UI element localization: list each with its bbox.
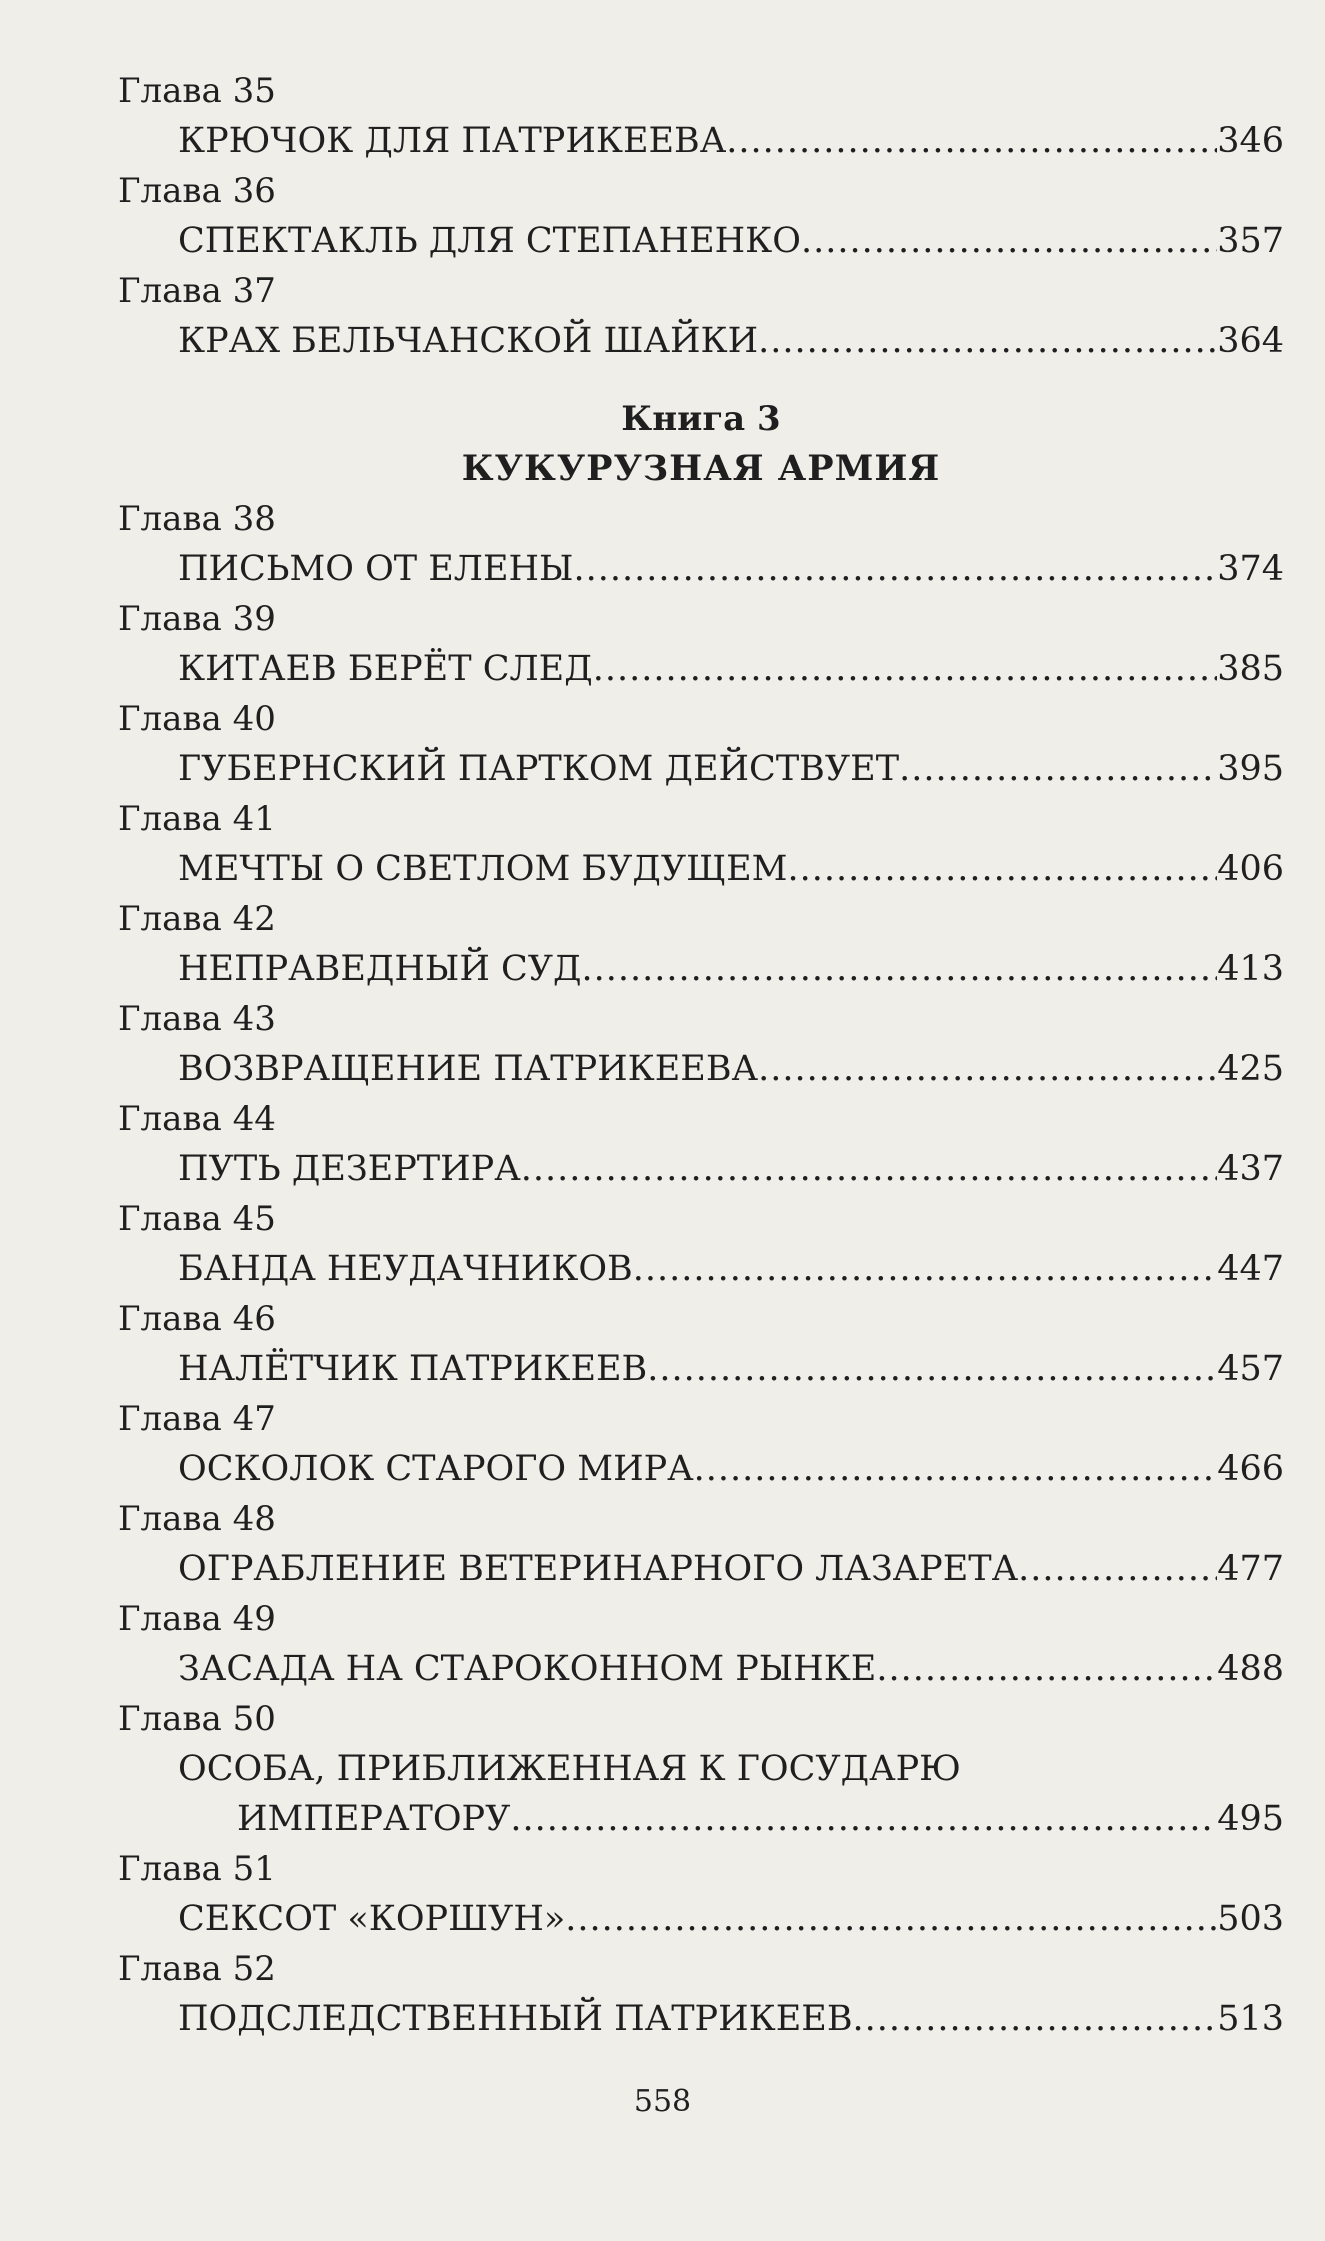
dot-leader [899, 744, 1217, 794]
toc-entry [118, 594, 1284, 694]
chapter-title: ГУБЕРНСКИЙ ПАРТКОМ ДЕЙСТВУЕТ [178, 749, 900, 789]
dot-leader [876, 1644, 1217, 1694]
toc-line[interactable] [118, 316, 1284, 366]
page-number: 395 [1217, 749, 1284, 789]
dot-leader [1018, 1544, 1217, 1594]
toc-line[interactable] [118, 644, 1284, 694]
chapter-title: КРАХ БЕЛЬЧАНСКОЙ ШАЙКИ [178, 321, 759, 361]
toc-entry [118, 66, 1284, 166]
chapter-label: Глава 48 [118, 1499, 276, 1539]
chapter-label: Глава 42 [118, 899, 276, 939]
toc-entry [118, 166, 1284, 266]
chapter-title: ПИСЬМО ОТ ЕЛЕНЫ [178, 549, 574, 589]
toc-entry [118, 794, 1284, 894]
toc-entry [118, 1594, 1284, 1694]
toc-entry [118, 1844, 1284, 1944]
chapter-label: Глава 43 [118, 999, 276, 1039]
toc-line[interactable] [118, 844, 1284, 894]
chapter-title: МЕЧТЫ О СВЕТЛОМ БУДУЩЕМ [178, 849, 788, 889]
chapter-title: КИТАЕВ БЕРЁТ СЛЕД [178, 649, 593, 689]
chapter-title: ВОЗВРАЩЕНИЕ ПАТРИКЕЕВА [178, 1049, 759, 1089]
toc-entry [118, 1694, 1284, 1844]
toc-entry [118, 1394, 1284, 1494]
chapter-title: ПОДСЛЕДСТВЕННЫЙ ПАТРИКЕЕВ [178, 1999, 853, 2039]
toc-entry [118, 1494, 1284, 1594]
toc-line[interactable] [118, 1644, 1284, 1694]
toc-entry [118, 494, 1284, 594]
chapter-label: Глава 41 [118, 799, 276, 839]
toc-line[interactable] [118, 1444, 1284, 1494]
toc-entry [118, 994, 1284, 1094]
toc-entry [118, 266, 1284, 366]
page-number: 406 [1217, 849, 1284, 889]
page-number: 374 [1217, 549, 1284, 589]
chapter-title: ОСКОЛОК СТАРОГО МИРА [178, 1449, 694, 1489]
chapter-label: Глава 47 [118, 1399, 276, 1439]
toc-part-top [118, 66, 1284, 366]
dot-leader [853, 1994, 1218, 2044]
dot-leader [565, 1894, 1217, 1944]
toc-entry [118, 694, 1284, 794]
chapter-title: ОГРАБЛЕНИЕ ВЕТЕРИНАРНОГО ЛАЗАРЕТА [178, 1549, 1019, 1589]
chapter-label: Глава 51 [118, 1849, 276, 1889]
chapter-label: Глава 39 [118, 599, 276, 639]
toc-entry [118, 1294, 1284, 1394]
page-number: 477 [1217, 1549, 1284, 1589]
page-number: 413 [1217, 949, 1284, 989]
page-number: 364 [1217, 321, 1284, 361]
toc-entry [118, 1094, 1284, 1194]
chapter-label: Глава 37 [118, 271, 276, 311]
chapter-title: КРЮЧОК ДЛЯ ПАТРИКЕЕВА [178, 121, 727, 161]
page-number: 385 [1217, 649, 1284, 689]
chapter-label: Глава 46 [118, 1299, 276, 1339]
toc-line[interactable] [118, 1144, 1284, 1194]
toc-line[interactable] [118, 744, 1284, 794]
dot-leader [510, 1794, 1217, 1844]
chapter-title: НАЛЁТЧИК ПАТРИКЕЕВ [178, 1349, 648, 1389]
dot-leader [633, 1244, 1217, 1294]
toc-line[interactable] [118, 944, 1284, 994]
page-number: 513 [1217, 1999, 1284, 2039]
page-number: 495 [1217, 1799, 1284, 1839]
table-of-contents [118, 66, 1284, 2044]
book-label: Книга 3 [621, 399, 781, 439]
chapter-title: ЗАСАДА НА СТАРОКОННОМ РЫНКЕ [178, 1649, 877, 1689]
page-number: 447 [1217, 1249, 1284, 1289]
toc-line[interactable] [118, 1794, 1284, 1844]
book-title: КУКУРУЗНАЯ АРМИЯ [461, 448, 941, 489]
chapter-label: Глава 50 [118, 1699, 276, 1739]
toc-entry [118, 894, 1284, 994]
page-number: 437 [1217, 1149, 1284, 1189]
dot-leader [521, 1144, 1217, 1194]
chapter-title: СПЕКТАКЛЬ ДЛЯ СТЕПАНЕНКО [178, 221, 801, 261]
chapter-label: Глава 49 [118, 1599, 276, 1639]
page-number: 457 [1217, 1349, 1284, 1389]
toc-line[interactable] [118, 1244, 1284, 1294]
chapter-title-first-line[interactable]: ОСОБА, ПРИБЛИЖЕННАЯ К ГОСУДАРЮ [178, 1749, 961, 1789]
book-header [118, 394, 1284, 494]
chapter-label: Глава 52 [118, 1949, 276, 1989]
page-number: 488 [1217, 1649, 1284, 1689]
toc-line[interactable] [118, 1544, 1284, 1594]
dot-leader [582, 944, 1218, 994]
chapter-label: Глава 44 [118, 1099, 276, 1139]
chapter-label: Глава 36 [118, 171, 276, 211]
toc-entry [118, 1944, 1284, 2044]
dot-leader [758, 316, 1217, 366]
page-number: 503 [1217, 1899, 1284, 1939]
page-number: 346 [1217, 121, 1284, 161]
page-number: 425 [1217, 1049, 1284, 1089]
page-number: 357 [1217, 221, 1284, 261]
chapter-label: Глава 35 [118, 71, 276, 111]
dot-leader [593, 644, 1218, 694]
toc-line[interactable] [118, 1044, 1284, 1094]
chapter-label: Глава 40 [118, 699, 276, 739]
chapter-title: НЕПРАВЕДНЫЙ СУД [178, 949, 582, 989]
chapter-label: Глава 45 [118, 1199, 276, 1239]
toc-line[interactable] [118, 1894, 1284, 1944]
chapter-title: ИМПЕРАТОРУ [237, 1799, 511, 1839]
chapter-title: ПУТЬ ДЕЗЕРТИРА [178, 1149, 521, 1189]
dot-leader [758, 1044, 1217, 1094]
toc-line[interactable] [118, 1994, 1284, 2044]
dot-leader [801, 216, 1217, 266]
footer-page-number: 558 [633, 2084, 692, 2119]
toc-line[interactable] [118, 216, 1284, 266]
toc-entry [118, 1194, 1284, 1294]
toc-line[interactable] [118, 544, 1284, 594]
dot-leader [574, 544, 1218, 594]
dot-leader [788, 844, 1218, 894]
dot-leader [726, 116, 1217, 166]
chapter-label: Глава 38 [118, 499, 276, 539]
page-number: 466 [1217, 1449, 1284, 1489]
toc-part-book-3 [118, 494, 1284, 2044]
chapter-title: БАНДА НЕУДАЧНИКОВ [178, 1249, 633, 1289]
toc-line[interactable] [118, 1344, 1284, 1394]
toc-line[interactable] [118, 116, 1284, 166]
chapter-title: СЕКСОТ «КОРШУН» [178, 1899, 566, 1939]
dot-leader [647, 1344, 1217, 1394]
dot-leader [694, 1444, 1218, 1494]
